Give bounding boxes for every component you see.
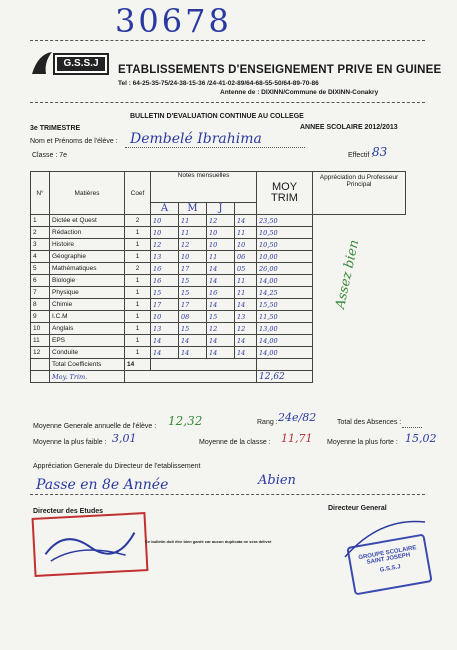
row-coef: 1 (125, 299, 151, 311)
row-moy: 10,00 (257, 251, 313, 263)
plus-faible-label: Moyenne la plus faible : (33, 439, 107, 446)
row-note: 10 (207, 227, 235, 239)
total-moy-empty (257, 359, 313, 371)
row-coef: 1 (125, 323, 151, 335)
row-note: 13 (235, 311, 257, 323)
header-moy-trim (257, 172, 313, 215)
row-note: 14 (151, 335, 179, 347)
phone-numbers: Tel : 64-25-35-75/24-38-15-36 /24-41-02-89/64-68-55-50/64-89-70-86 (118, 80, 319, 87)
total-value: 14 (125, 359, 151, 371)
appreciation-value: Assez bien (333, 238, 363, 311)
row-coef: 1 (125, 251, 151, 263)
row-num: 1 (31, 215, 50, 227)
row-note: 14 (207, 335, 235, 347)
row-note: 14 (235, 347, 257, 359)
row-moy: 26,00 (257, 263, 313, 275)
row-num: 5 (31, 263, 50, 275)
total-empty (31, 359, 50, 371)
row-note: 11 (235, 275, 257, 287)
header-matieres: Matières (50, 172, 125, 215)
row-moy: 15,50 (257, 299, 313, 311)
row-num: 7 (31, 287, 50, 299)
logo-text: G.S.S.J (63, 58, 99, 69)
row-coef: 1 (125, 227, 151, 239)
row-note: 14 (207, 263, 235, 275)
row-note: 14 (235, 299, 257, 311)
table-row (31, 215, 406, 227)
row-num: 12 (31, 347, 50, 359)
row-note: 14 (207, 347, 235, 359)
row-coef: 1 (125, 275, 151, 287)
appreciation-column (313, 172, 406, 311)
row-moy: 23,50 (257, 215, 313, 227)
row-moy: 14,25 (257, 287, 313, 299)
grades-table (30, 171, 406, 383)
row-matiere: Géographie (50, 251, 125, 263)
directeur-appreciation-label: Appréciation Generale du Directeur de l'etablissement (33, 463, 201, 470)
month-m: M (179, 203, 207, 215)
row-num: 3 (31, 239, 50, 251)
row-matiere: EPS (50, 335, 125, 347)
moy-trim-empty (31, 371, 50, 383)
row-note: 12 (235, 323, 257, 335)
row-num: 2 (31, 227, 50, 239)
bulletin-title: BULLETIN D'EVALUATION CONTINUE AU COLLEGE (130, 113, 304, 120)
row-note: 14 (207, 299, 235, 311)
row-note: 15 (179, 275, 207, 287)
row-note: 12 (207, 323, 235, 335)
header-appreciation: Appréciation du Professeur Principal (319, 174, 399, 188)
row-note: 12 (179, 239, 207, 251)
row-note: 10 (151, 311, 179, 323)
row-coef: 2 (125, 263, 151, 275)
header-notes: Notes mensuelles (151, 172, 257, 203)
row-note: 14 (151, 347, 179, 359)
row-coef: 1 (125, 335, 151, 347)
table-row (31, 347, 406, 359)
row-note: 10 (151, 215, 179, 227)
directeur-appreciation-value: Passe en 8e Année (36, 477, 169, 493)
top-divider (30, 40, 425, 41)
header-divider (30, 102, 425, 103)
row-note: 17 (179, 263, 207, 275)
row-note: 14 (235, 215, 257, 227)
row-note: 14 (207, 275, 235, 287)
row-note: 11 (179, 215, 207, 227)
annee-scolaire: ANNEE SCOLAIRE 2012/2013 (300, 124, 398, 131)
plus-forte-value: 15,02 (405, 432, 437, 445)
row-note: 11 (207, 251, 235, 263)
row-matiere: Conduite (50, 347, 125, 359)
month-a: A (151, 203, 179, 215)
classe-moy-value: 11,71 (281, 432, 313, 445)
moy-annuelle-value: 12,32 (168, 414, 203, 428)
effectif-value: 83 (372, 145, 388, 159)
row-coef: 2 (125, 215, 151, 227)
row-matiere: Anglais (50, 323, 125, 335)
total-label: Total Coefficients (50, 359, 125, 371)
row-matiere: Physique (50, 287, 125, 299)
row-coef: 1 (125, 311, 151, 323)
total-notes-empty (151, 359, 257, 371)
row-coef: 1 (125, 287, 151, 299)
row-matiere: Chimie (50, 299, 125, 311)
row-matiere: Dictée et Quest (50, 215, 125, 227)
row-note: 13 (151, 251, 179, 263)
row-moy: 10,50 (257, 239, 313, 251)
red-stamp (32, 512, 149, 577)
row-moy: 11,50 (257, 311, 313, 323)
row-num: 9 (31, 311, 50, 323)
row-note: 15 (207, 311, 235, 323)
nom-underline (125, 147, 305, 148)
row-note: 17 (179, 299, 207, 311)
row-num: 6 (31, 275, 50, 287)
row-note: 15 (151, 287, 179, 299)
row-note: 12 (207, 215, 235, 227)
row-note: 16 (151, 263, 179, 275)
row-num: 10 (31, 323, 50, 335)
row-num: 11 (31, 335, 50, 347)
header-moy: MOY (271, 181, 298, 193)
moy-annuelle-label: Moyenne Generale annuelle de l'élève : (33, 423, 157, 430)
row-matiere: I.C.M (50, 311, 125, 323)
row-coef: 1 (125, 239, 151, 251)
row-note: 08 (179, 311, 207, 323)
row-moy: 13,00 (257, 323, 313, 335)
row-note: 15 (179, 287, 207, 299)
header-coef: Coef (125, 172, 151, 215)
row-matiere: Mathématiques (50, 263, 125, 275)
antenne: Antenne de : DIXINN/Commune de DIXINN-Conakry (220, 89, 379, 96)
director-signature (340, 512, 430, 564)
row-matiere: Biologie (50, 275, 125, 287)
row-note: 06 (235, 251, 257, 263)
row-moy: 14,00 (257, 275, 313, 287)
header-trim: TRIM (271, 192, 298, 204)
row-note: 15 (179, 323, 207, 335)
row-coef: 1 (125, 347, 151, 359)
row-note: 13 (151, 323, 179, 335)
row-moy: 10,50 (257, 227, 313, 239)
trimestre: 3e TRIMESTRE (30, 125, 81, 132)
row-note: 14 (179, 347, 207, 359)
row-moy: 14,00 (257, 347, 313, 359)
row-note: 11 (179, 227, 207, 239)
row-matiere: Histoire (50, 239, 125, 251)
row-note: 14 (235, 335, 257, 347)
row-num: 8 (31, 299, 50, 311)
directeur-appreciation-extra: Abien (258, 473, 296, 488)
nom-label: Nom et Prénoms de l'élève : (30, 138, 118, 145)
table-row (31, 323, 406, 335)
nom-value: Dembelé Ibrahima (130, 131, 262, 147)
row-note: 14 (179, 335, 207, 347)
row-note: 12 (151, 239, 179, 251)
row-matiere: Rédaction (50, 227, 125, 239)
school-logo (30, 48, 110, 80)
rang-label: Rang : (257, 419, 278, 426)
plus-faible-value: 3,01 (112, 432, 137, 445)
classe-moy-label: Moyenne de la classe : (199, 439, 271, 446)
table-row (31, 227, 406, 239)
row-note: 10 (179, 251, 207, 263)
stamp-blue-text-2: G.S.S.J (379, 564, 402, 574)
moy-trim-value: 12,62 (257, 371, 313, 383)
stamp-blue-text: GROUPE SCOLAIRE SAINT JOSEPH (358, 545, 417, 566)
directeur-general-label: Directeur General (328, 505, 387, 512)
row-note: 05 (235, 263, 257, 275)
appreciation-line (30, 494, 425, 495)
dossier-number: 30678 (115, 2, 232, 40)
row-note: 16 (207, 287, 235, 299)
absences-label: Total des Absences : (337, 419, 402, 426)
table-row (31, 311, 406, 323)
header-num: N° (31, 172, 50, 215)
table-row (31, 335, 406, 347)
row-note: 11 (235, 287, 257, 299)
row-note: 10 (151, 227, 179, 239)
month-4 (235, 203, 257, 215)
effectif-label: Effectif : (348, 152, 374, 159)
row-num: 4 (31, 251, 50, 263)
row-note: 10 (207, 239, 235, 251)
row-note: 11 (235, 227, 257, 239)
classe-label: Classe : 7e (32, 152, 68, 159)
directeur-etudes-label: Directeur des Etudes (33, 508, 104, 515)
moy-trim-label: Moy. Trim. (50, 371, 125, 383)
row-note: 10 (235, 239, 257, 251)
plus-forte-label: Moyenne la plus forte : (327, 439, 398, 446)
absences-dots (402, 427, 422, 428)
institution-name: ETABLISSEMENTS D'ENSEIGNEMENT PRIVE EN GUINEE (118, 64, 442, 76)
row-moy: 14,00 (257, 335, 313, 347)
bulletin-note: Ce bulletin doit être bien gardé car aucun duplicata ne sera délivré (145, 539, 272, 544)
moy-trim-notes-empty (125, 371, 257, 383)
month-j: J (207, 203, 235, 215)
row-note: 17 (151, 299, 179, 311)
rang-value: 24e/82 (278, 411, 317, 424)
row-note: 16 (151, 275, 179, 287)
